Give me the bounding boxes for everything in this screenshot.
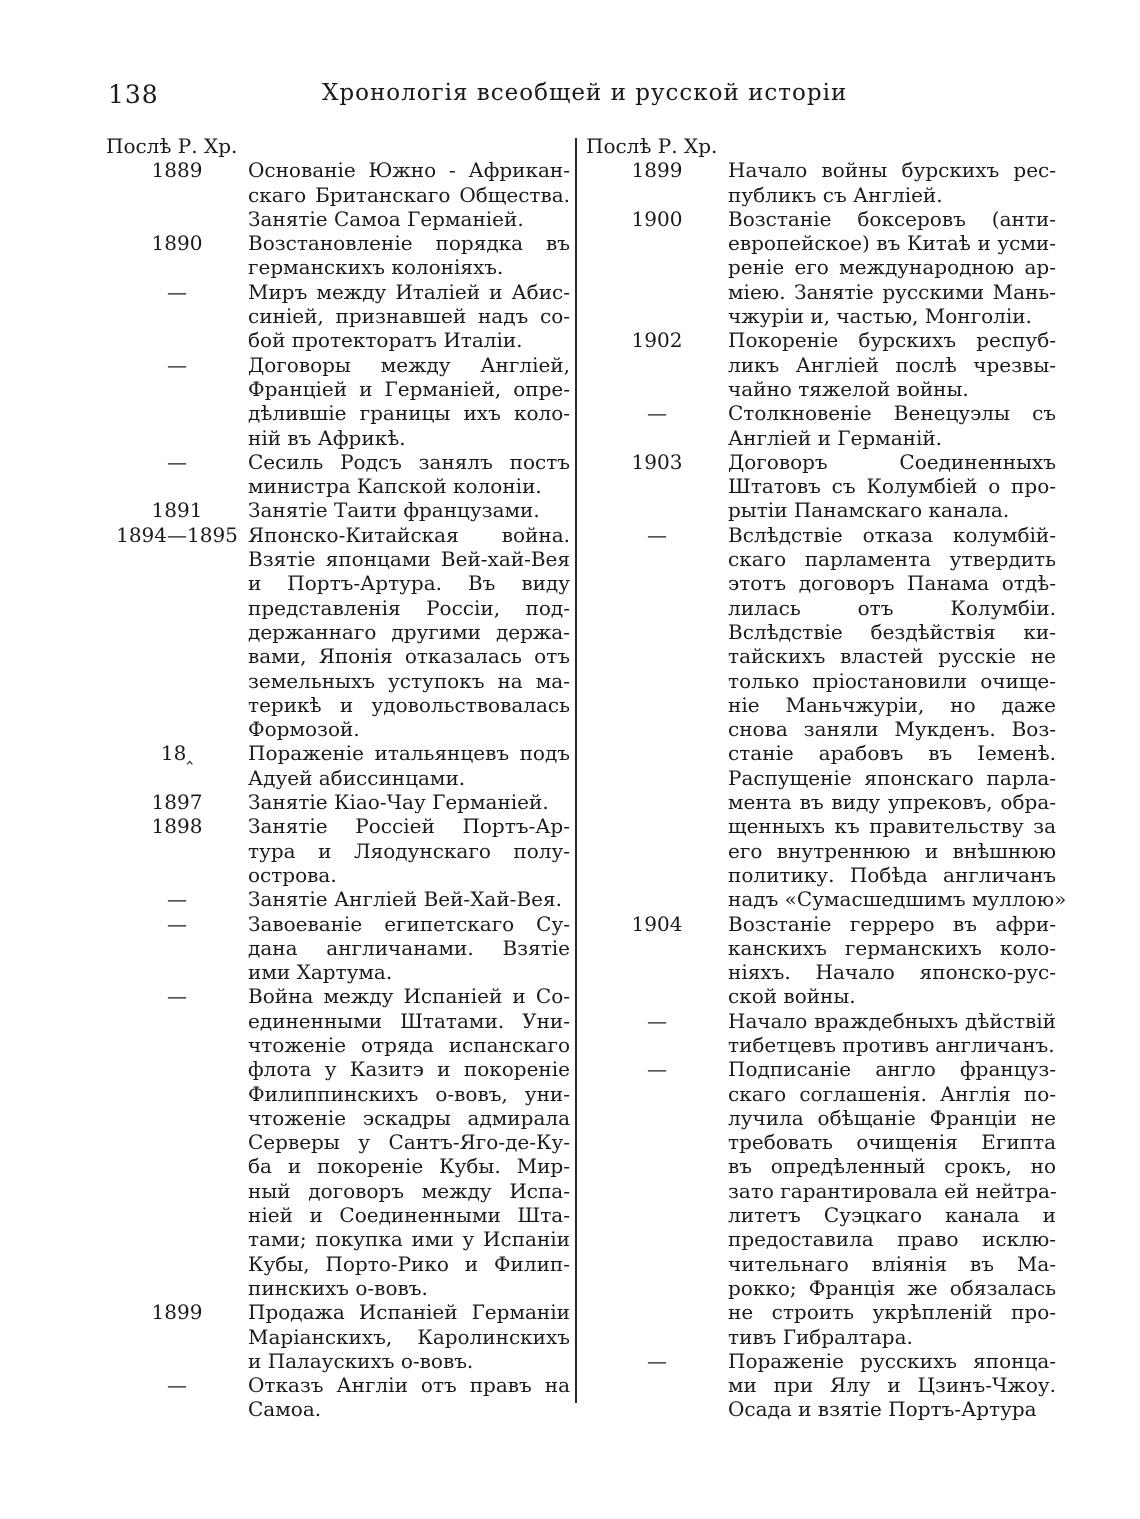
text-line: лучила обѣщаніе Франціи не xyxy=(728,1105,1056,1130)
text-line: Адуей абиссинцами. xyxy=(248,765,466,790)
entry-year: 1903 xyxy=(631,449,683,474)
text-line: скаго соглашенія. Англія по- xyxy=(728,1081,1056,1106)
text-line: зато гарантировала ей нейтра- xyxy=(728,1178,1057,1203)
text-line: тибетцевъ противъ англичанъ. xyxy=(728,1032,1055,1057)
text-line: терикѣ и удовольствовалась xyxy=(248,692,570,717)
text-line: тами; покупка ими у Испаніи xyxy=(248,1227,570,1252)
chronology-entry xyxy=(106,741,570,790)
chronology-entry xyxy=(106,1373,570,1422)
entry-year: — xyxy=(167,1373,187,1398)
chronology-entry xyxy=(586,912,1056,1009)
chronology-entry xyxy=(586,1009,1056,1058)
entry-year: 1898 xyxy=(151,814,203,839)
text-line: и Палаускихъ о-вовъ. xyxy=(248,1348,474,1373)
chronology-entry xyxy=(106,523,570,742)
entry-year: 1891 xyxy=(151,498,203,523)
text-line: синіей, признавшей надъ со- xyxy=(248,304,570,329)
text-line: его внутреннюю и внѣшнюю xyxy=(728,838,1056,863)
entry-text xyxy=(728,1009,1056,1058)
chronology-entry xyxy=(586,401,1056,450)
era-label: Послѣ Р. Хр. xyxy=(106,134,238,158)
entry-text xyxy=(248,353,570,450)
entry-year: — xyxy=(167,449,187,474)
text-line: флота у Казитэ и покореніе xyxy=(248,1057,570,1082)
entry-year: 18‸ xyxy=(160,741,194,766)
entry-year: 1890 xyxy=(151,231,203,256)
text-line: не строить укрѣпленій про- xyxy=(728,1300,1056,1325)
chronology-entry xyxy=(106,887,570,911)
text-line: Возстаніе герреро въ афри- xyxy=(728,911,1056,936)
entry-year: — xyxy=(167,887,187,912)
text-line: Договоръ Соединенныхъ xyxy=(728,449,1056,474)
text-line: Занятіе Таити французами. xyxy=(248,498,540,523)
left-entries xyxy=(106,158,570,1421)
chronology-entry xyxy=(106,231,570,280)
page-header xyxy=(108,80,1028,120)
text-line: Кубы, Порто-Рико и Филип- xyxy=(248,1251,570,1276)
entry-year: — xyxy=(647,401,667,426)
chronology-entry xyxy=(106,1300,570,1373)
chronology-entry xyxy=(106,280,570,353)
entry-year: — xyxy=(647,522,667,547)
text-line: снова заняли Мукденъ. Воз- xyxy=(728,717,1056,742)
entry-text xyxy=(728,1057,1056,1349)
text-line: Основаніе Южно - Африкан- xyxy=(248,158,570,183)
text-line: Штатовъ съ Колумбіей о про- xyxy=(728,474,1056,499)
entry-text xyxy=(248,1300,570,1373)
text-line: ніей и Соединенными Шта- xyxy=(248,1203,570,1228)
text-line: тура и Ляодунскаго полу- xyxy=(248,838,570,863)
era-label: Послѣ Р. Хр. xyxy=(586,134,718,158)
entry-text xyxy=(248,450,570,499)
text-line: представленія Россіи, под- xyxy=(248,595,570,620)
text-line: ній въ Африкѣ. xyxy=(248,425,406,450)
text-line: Подписаніе англо француз- xyxy=(728,1057,1056,1082)
text-line: Маріанскихъ, Каролинскихъ xyxy=(248,1324,570,1349)
running-title: Хронологія всеобщей и русской исторіи xyxy=(322,80,848,106)
entry-text xyxy=(248,984,570,1300)
entry-text xyxy=(248,814,570,887)
text-line: чтоженіе эскадры адмирала xyxy=(248,1105,570,1130)
entry-year: 1897 xyxy=(151,790,203,815)
entry-year: 1904 xyxy=(631,911,683,936)
text-line: Осада и взятіе Портъ-Артура xyxy=(728,1397,1037,1422)
text-line: Столкновеніе Венецуэлы съ xyxy=(728,401,1056,426)
text-line: Вслѣдствіе отказа колумбій- xyxy=(728,522,1056,547)
text-line: Миръ между Италіей и Абис- xyxy=(248,279,570,304)
text-line: канскихъ германскихъ коло- xyxy=(728,935,1056,960)
text-line: ный договоръ между Испа- xyxy=(248,1178,570,1203)
text-line: надъ «Сумасшедшимъ муллою» xyxy=(728,887,1067,912)
entry-text xyxy=(728,522,1067,912)
entry-text xyxy=(728,207,1056,328)
entry-text xyxy=(248,158,570,231)
chronology-entry xyxy=(106,912,570,985)
text-line: станіе арабовъ въ Іеменѣ. xyxy=(728,741,1056,766)
text-line: ской войны. xyxy=(728,984,856,1009)
entry-year: 1894—1895 xyxy=(116,522,238,547)
entry-text xyxy=(248,887,570,911)
text-line: тивъ Гибралтара. xyxy=(728,1324,913,1349)
text-line: рокко; Франція же обязалась xyxy=(728,1275,1056,1300)
text-line: Занятіе Россіей Портъ-Ар- xyxy=(248,814,570,839)
entry-text xyxy=(248,790,570,814)
chronology-entry xyxy=(106,353,570,450)
entry-text xyxy=(248,280,570,353)
text-line: лилась отъ Колумбіи. xyxy=(728,595,1056,620)
text-line: Договоры между Англіей, xyxy=(248,352,570,377)
text-line: ніе Маньчжуріи, но даже xyxy=(728,692,1056,717)
text-line: Филиппинскихъ о-вовъ, уни- xyxy=(248,1081,570,1106)
entry-year: 1899 xyxy=(631,158,683,183)
entry-year: — xyxy=(167,352,187,377)
text-line: Покореніе бурскихъ респуб- xyxy=(728,328,1056,353)
entry-text xyxy=(248,498,570,522)
chronology-entry xyxy=(586,1057,1056,1349)
text-line: литетъ Суэцкаго канала и xyxy=(728,1203,1056,1228)
chronology-entry xyxy=(106,498,570,522)
chronology-entry xyxy=(586,522,1067,912)
text-line: дѣлившіе границы ихъ коло- xyxy=(248,401,570,426)
text-line: скаго Британскаго Общества. xyxy=(248,182,570,207)
chronology-entry xyxy=(106,984,570,1300)
text-line: Взятіе японцами Вей-хай-Вея xyxy=(248,547,570,572)
text-line: Формозой. xyxy=(248,717,360,742)
chronology-entry xyxy=(586,328,1056,401)
chronology-entry xyxy=(106,790,570,814)
text-line: и Портъ-Артура. Въ виду xyxy=(248,571,570,596)
entry-text xyxy=(728,912,1056,1009)
text-line: Серверы у Сантъ-Яго-де-Ку- xyxy=(248,1130,570,1155)
text-line: только пріостановили очище- xyxy=(728,668,1056,693)
text-line: тайскихъ властей русскіе не xyxy=(728,644,1056,669)
entry-year: — xyxy=(167,279,187,304)
entry-year: — xyxy=(167,911,187,936)
text-line: земельныхъ уступокъ на ма- xyxy=(248,668,570,693)
entry-year: — xyxy=(167,984,187,1009)
text-line: Пораженіе русскихъ японца- xyxy=(728,1348,1056,1373)
text-line: европейское) въ Китаѣ и усми- xyxy=(728,231,1056,256)
text-line: щенныхъ къ правительству за xyxy=(728,814,1056,839)
text-line: ими Хартума. xyxy=(248,960,393,985)
text-line: ми при Ялу и Цзинъ-Чжоу. xyxy=(728,1373,1056,1398)
text-line: Занятіе Англіей Вей-Хай-Вея. xyxy=(248,887,562,912)
right-column xyxy=(586,134,1067,1422)
entry-text xyxy=(248,912,570,985)
text-line: чайно тяжелой войны. xyxy=(728,376,969,401)
entry-text xyxy=(248,231,570,280)
entry-text xyxy=(248,523,570,742)
entry-year: 1900 xyxy=(631,206,683,231)
text-line: рытіи Панамскаго канала. xyxy=(728,498,1010,523)
text-line: предоставила право исклю- xyxy=(728,1227,1056,1252)
text-line: міею. Занятіе русскими Мань- xyxy=(728,279,1056,304)
text-line: Распущеніе японскаго парла- xyxy=(728,765,1056,790)
text-line: мента въ виду упрековъ, обра- xyxy=(728,790,1056,815)
text-line: Отказъ Англіи отъ правъ на xyxy=(248,1373,570,1398)
text-line: германскихъ колоніяхъ. xyxy=(248,255,504,280)
text-line: министра Капской колоніи. xyxy=(248,474,542,499)
text-line: скаго парламента утвердить xyxy=(728,547,1056,572)
left-column xyxy=(106,134,570,1422)
chronology-entry xyxy=(586,1349,1056,1422)
text-line: Возстаніе боксеровъ (анти- xyxy=(728,206,1056,231)
text-line: Сесиль Родсъ занялъ постъ xyxy=(248,449,570,474)
entry-text xyxy=(728,450,1056,523)
text-line: Занятіе Кіао-Чау Германіей. xyxy=(248,790,549,815)
chronology-entry xyxy=(586,158,1056,207)
entry-year: — xyxy=(647,1057,667,1082)
entry-text xyxy=(728,328,1056,401)
text-line: Война между Испаніей и Со- xyxy=(248,984,570,1009)
entry-year: 1899 xyxy=(151,1300,203,1325)
entry-year: — xyxy=(647,1008,667,1033)
entry-text xyxy=(248,1373,570,1422)
text-line: Франціей и Германіей, опре- xyxy=(248,376,570,401)
entry-text xyxy=(728,1349,1056,1422)
text-line: ликъ Англіей послѣ чрезвы- xyxy=(728,352,1056,377)
text-line: ба и покореніе Кубы. Мир- xyxy=(248,1154,570,1179)
page-number: 138 xyxy=(108,80,159,109)
text-line: требовать очищенія Египта xyxy=(728,1130,1056,1155)
text-line: дана англичанами. Взятіе xyxy=(248,935,570,960)
text-line: Начало войны бурскихъ рес- xyxy=(728,158,1056,183)
text-line: чжуріи и, частью, Монголіи. xyxy=(728,304,1032,329)
text-line: Англіей и Германій. xyxy=(728,425,943,450)
text-line: Вслѣдствіе бездѣйствія ки- xyxy=(728,619,1056,644)
entry-text xyxy=(728,158,1056,207)
entry-year: 1902 xyxy=(631,328,683,353)
text-line: этотъ договоръ Панама отдѣ- xyxy=(728,571,1056,596)
text-line: политику. Побѣда англичанъ xyxy=(728,862,1056,887)
entry-year: 1889 xyxy=(151,158,203,183)
text-line: въ опредѣленный срокъ, но xyxy=(728,1154,1056,1179)
text-line: публикъ съ Англіей. xyxy=(728,182,943,207)
text-line: Самоа. xyxy=(248,1397,322,1422)
text-line: ніяхъ. Начало японско-рус- xyxy=(728,960,1056,985)
right-entries xyxy=(586,158,1067,1422)
text-line: Японско-Китайская война. xyxy=(248,522,570,547)
chronology-entry xyxy=(586,207,1056,328)
text-line: острова. xyxy=(248,862,337,887)
entry-text xyxy=(728,401,1056,450)
text-line: Начало враждебныхъ дѣйствій xyxy=(728,1008,1056,1033)
text-line: чительнаго вліянія въ Ма- xyxy=(728,1251,1056,1276)
text-line: реніе его международною ар- xyxy=(728,255,1056,280)
text-line: вами, Японія отказалась отъ xyxy=(248,644,570,669)
text-line: Занятіе Самоа Германіей. xyxy=(248,206,524,231)
text-line: держаннаго другими держа- xyxy=(248,619,570,644)
column-divider xyxy=(575,138,577,1403)
text-line: Продажа Испаніей Германіи xyxy=(248,1300,570,1325)
text-line: чтоженіе отряда испанскаго xyxy=(248,1032,570,1057)
entry-year: — xyxy=(647,1348,667,1373)
text-line: Пораженіе итальянцевъ подъ xyxy=(248,741,570,766)
chronology-entry xyxy=(106,158,570,231)
chronology-entry xyxy=(106,814,570,887)
text-line: бой протекторатъ Италіи. xyxy=(248,328,523,353)
chronology-entry xyxy=(106,450,570,499)
text-line: Возстановленіе порядка въ xyxy=(248,231,570,256)
text-line: пинскихъ о-вовъ. xyxy=(248,1275,428,1300)
chronology-entry xyxy=(586,450,1056,523)
text-line: Завоеваніе египетскаго Су- xyxy=(248,911,570,936)
entry-text xyxy=(248,741,570,790)
text-line: единенными Штатами. Уни- xyxy=(248,1008,570,1033)
